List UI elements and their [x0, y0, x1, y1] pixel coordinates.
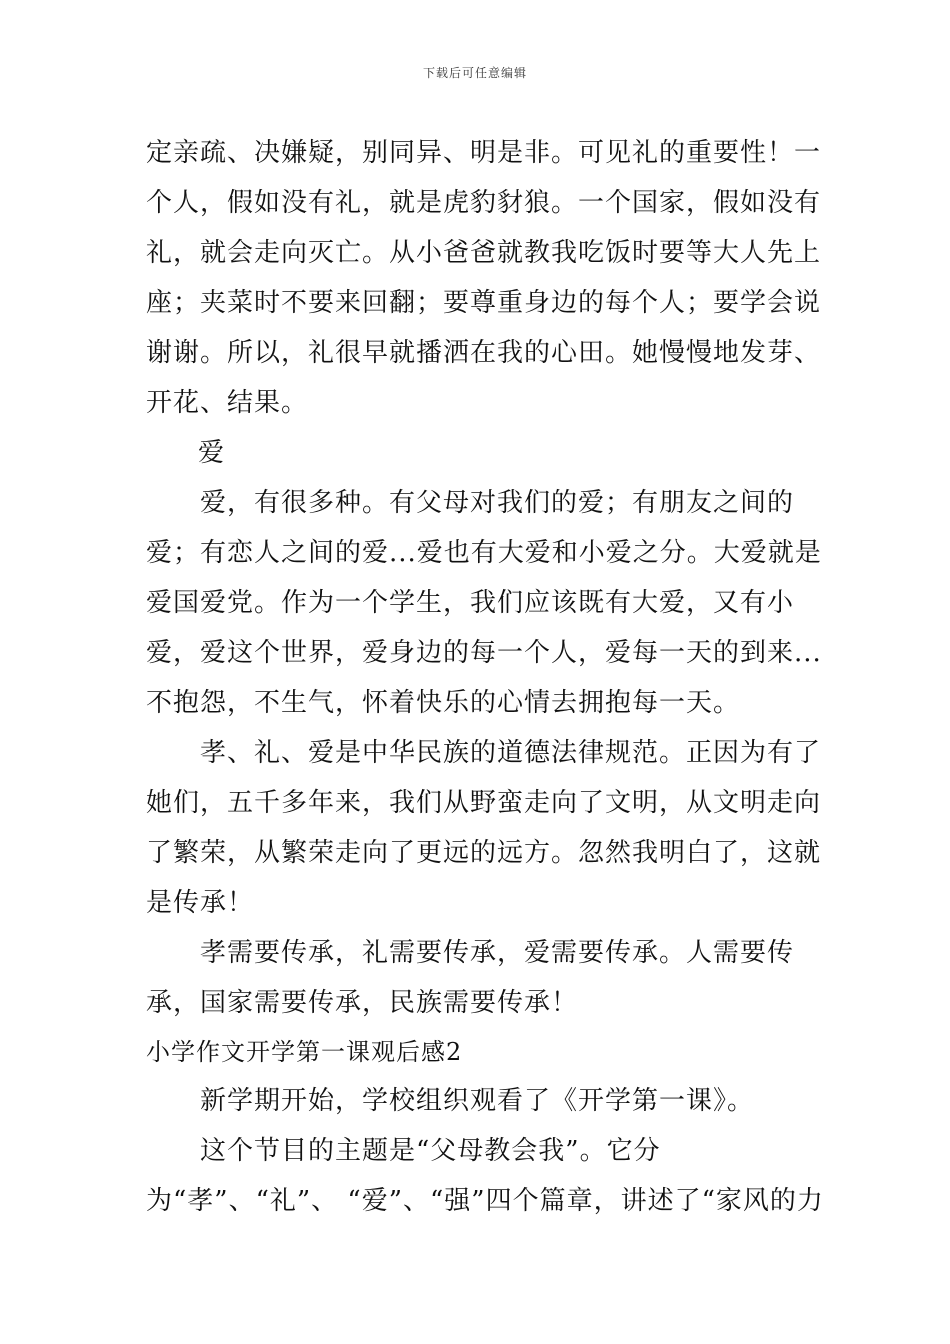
paragraph-xiao-li-ai: 孝、礼、爱是中华民族的道德法律规范。正因为有了她们，五千多年来，我们从野蛮走向了文明，从文明走向了繁荣，从繁荣走向了更远的远方。忽然我明白了，这就是传承！	[146, 738, 822, 918]
document-body	[146, 128, 826, 1226]
paragraph-chuancheng: 孝需要传承，礼需要传承，爱需要传承。人需要传承，国家需要传承，民族需要传承！	[146, 938, 795, 1018]
paragraph-li: 定亲疏、决嫌疑，别同异、明是非。可见礼的重要性！一个人，假如没有礼，就是虎豹豺狼。一个国家，假如没有礼，就会走向灭亡。从小爸爸就教我吃饭时要等大人先上座；夹菜时不要来回翻；要尊重身边的每个人；要学会说谢谢。所以，礼很早就播洒在我的心田。她慢慢地发芽、开花、结果。	[146, 138, 822, 418]
essay-title: 小学作文开学第一课观后感2	[146, 1038, 463, 1066]
section-heading-ai: 爱	[198, 438, 225, 468]
paragraph-theme: 这个节目的主题是“父母教会我”。它分为“孝”、“礼”、 “爱”、“强”四个篇章，讲述了“家风的力	[146, 1136, 824, 1216]
paragraph-new-term: 新学期开始，学校组织观看了《开学第一课》。	[200, 1086, 755, 1116]
paragraph-ai: 爱，有很多种。有父母对我们的爱；有朋友之间的爱；有恋人之间的爱...爱也有大爱和小爱之分。大爱就是爱国爱党。作为一个学生，我们应该既有大爱，又有小爱，爱这个世界，爱身边的每一个人，爱每一天的到来...不抱怨，不生气，怀着快乐的心情去拥抱每一天。	[146, 488, 822, 718]
page-header-note: 下载后可任意编辑	[422, 66, 527, 80]
